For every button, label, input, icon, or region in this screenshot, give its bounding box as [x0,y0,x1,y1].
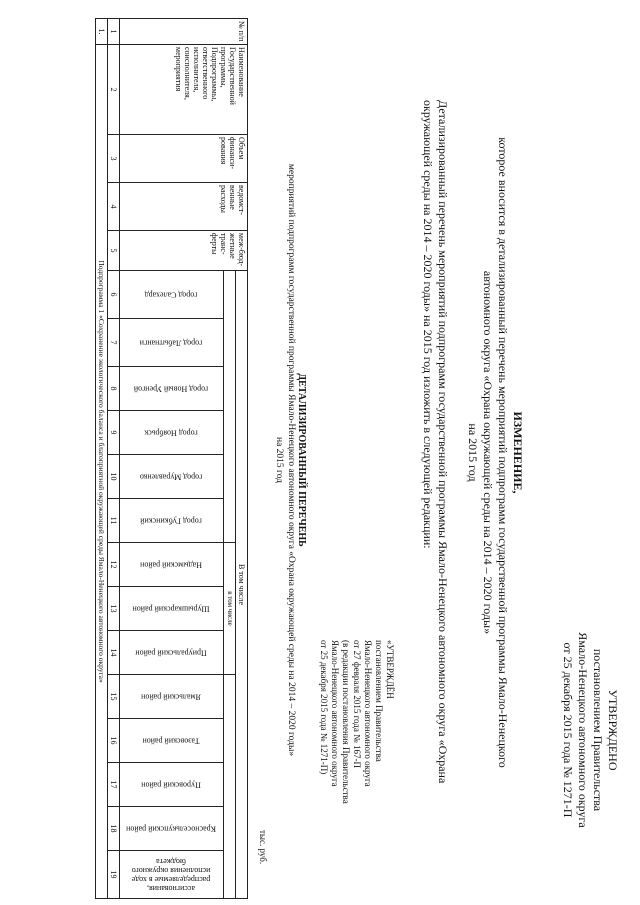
list-title-lines [273,100,296,820]
approved-stamp-line: от 25 декабря 2015 года № 1271-П) [319,640,329,775]
column-number: 9 [108,411,120,455]
header-city-label: Пуровский район [141,780,202,789]
header-city [120,675,224,719]
intro-line: Детализированный перечень мероприятий подпрограмм государственной программы Ямало-Ненецкого автономного округа «Охрана [436,100,450,784]
header-city-label: город Новый Уренгой [134,384,209,393]
intro-line: окружающей среды на 2014 – 2020 годы» на 2015 год изложить в следующей редакции: [421,100,435,549]
column-number: 17 [108,763,120,807]
approved-stamp-line: Ямало-Ненецкого автономного округа [330,640,340,787]
header-blank-2 [224,675,236,899]
heading-line: автономного округа «Охрана окружающей среды на 2014 – 2020 годы» [481,270,495,635]
header-city-label: ассигнования, распределяемые в ходе исполнения окружного бюджета [132,856,211,893]
approved-stamp-lines [318,640,384,850]
header-transfers: меж-бюд-жетные транс-ферты [120,231,248,271]
header-in-that-number-sub: в том числе [224,543,236,675]
header-city-label: город Салехард [145,290,198,299]
approval-lines [560,600,605,860]
header-city [120,851,224,899]
approved-stamp-line: постановлением Правительства [374,640,384,762]
header-city [120,587,224,631]
heading-lines [465,80,510,825]
approved-stamp-line: от 27 февраля 2015 года № 167-П [352,640,362,768]
approval-line: Ямало-Ненецкого автономного округа [576,632,590,828]
column-number: 15 [108,675,120,719]
approval-block [560,600,620,860]
header-city-label: Тазовский район [142,736,201,745]
header-city [120,631,224,675]
table-row [96,19,108,899]
list-title-line: мероприятий подпрограмм государственной программы Ямало-Ненецкого автономного округа «Охрана окружающей среды на 2014 – 2020 годы» [286,163,296,757]
header-city-label: город Муравленко [140,472,203,481]
column-number: 10 [108,455,120,499]
intro-block [420,100,450,820]
list-title-block [273,100,307,820]
heading-line: на 2015 год [466,423,480,482]
header-in-that-number: В том числе [236,271,248,899]
column-number: 3 [108,135,120,183]
header-city-label: Надымский район [140,560,203,569]
column-number: 6 [108,271,120,319]
header-dept: ведомст-венные расходы [120,183,248,231]
header-city [120,807,224,851]
header-no: № п/п [120,19,248,45]
units-label: тыс. руб. [258,830,268,865]
approved-stamp-title: «УТВЕРЖДЁН [385,640,395,699]
approval-line: постановлением Правительства [591,648,605,812]
column-number: 13 [108,587,120,631]
column-number: 4 [108,183,120,231]
column-number: 18 [108,807,120,851]
header-city [120,719,224,763]
column-number: 16 [108,719,120,763]
header-city-label: Шурышкарский район [132,604,211,613]
heading-title: ИЗМЕНЕНИЕ, [511,411,525,494]
list-title: ДЕТАЛИЗИРОВАННЫЙ ПЕРЕЧЕНЬ [296,373,307,547]
header-city [120,455,224,499]
column-number: 12 [108,543,120,587]
header-city [120,367,224,411]
column-number: 7 [108,319,120,367]
list-title-line: на 2015 год [274,436,285,484]
row-label: 1. [96,19,108,45]
header-volume: Объем финанси-рования [120,135,248,183]
subprogram-title: Подпрограмма 1 «Сохранение экологического баланса и благоприятной окружающей среды Ямало-Ненецкого автономного округа» [96,45,108,899]
header-city-label: Ямальский район [141,692,202,701]
column-number: 2 [108,45,120,135]
column-number: 1 [108,19,120,45]
header-city-label: Приуральский район [135,648,208,657]
approval-title: УТВЕРЖДЕНО [606,689,620,771]
column-number: 14 [108,631,120,675]
header-city [120,319,224,367]
header-city-label: Красноселькупский район [126,824,217,833]
header-city [120,499,224,543]
header-city-label: город Губкинский [140,516,203,525]
heading-block [465,80,525,825]
column-number: 11 [108,499,120,543]
header-city [120,271,224,319]
header-blank [224,271,236,543]
header-city [120,763,224,807]
column-number: 8 [108,367,120,411]
table-header-row-1 [236,19,248,899]
table-number-row [108,19,120,899]
header-city-label: город Лабытнанги [140,338,203,347]
intro-lines [420,100,450,820]
approval-line: от 25 декабря 2015 года № 1271-П [561,642,575,818]
heading-line: которое вносится в детализированный перечень мероприятий подпрограмм государственной программы Ямало-Ненецкого [496,137,510,768]
header-city [120,411,224,455]
header-name: Наименование Государственной программы, Подпрограммы, ответственного исполнителя, соисполнителя, мероприятия [120,45,248,135]
approved-stamp-line: (в редакции постановления Правительства [341,640,351,804]
data-table [95,18,248,899]
approved-stamp [318,640,395,850]
approved-stamp-line: Ямало-Ненецкого автономного округа [363,640,373,787]
header-city-label: город Ноябрьск [144,428,199,437]
column-number: 5 [108,231,120,271]
header-city [120,543,224,587]
column-number: 19 [108,851,120,899]
